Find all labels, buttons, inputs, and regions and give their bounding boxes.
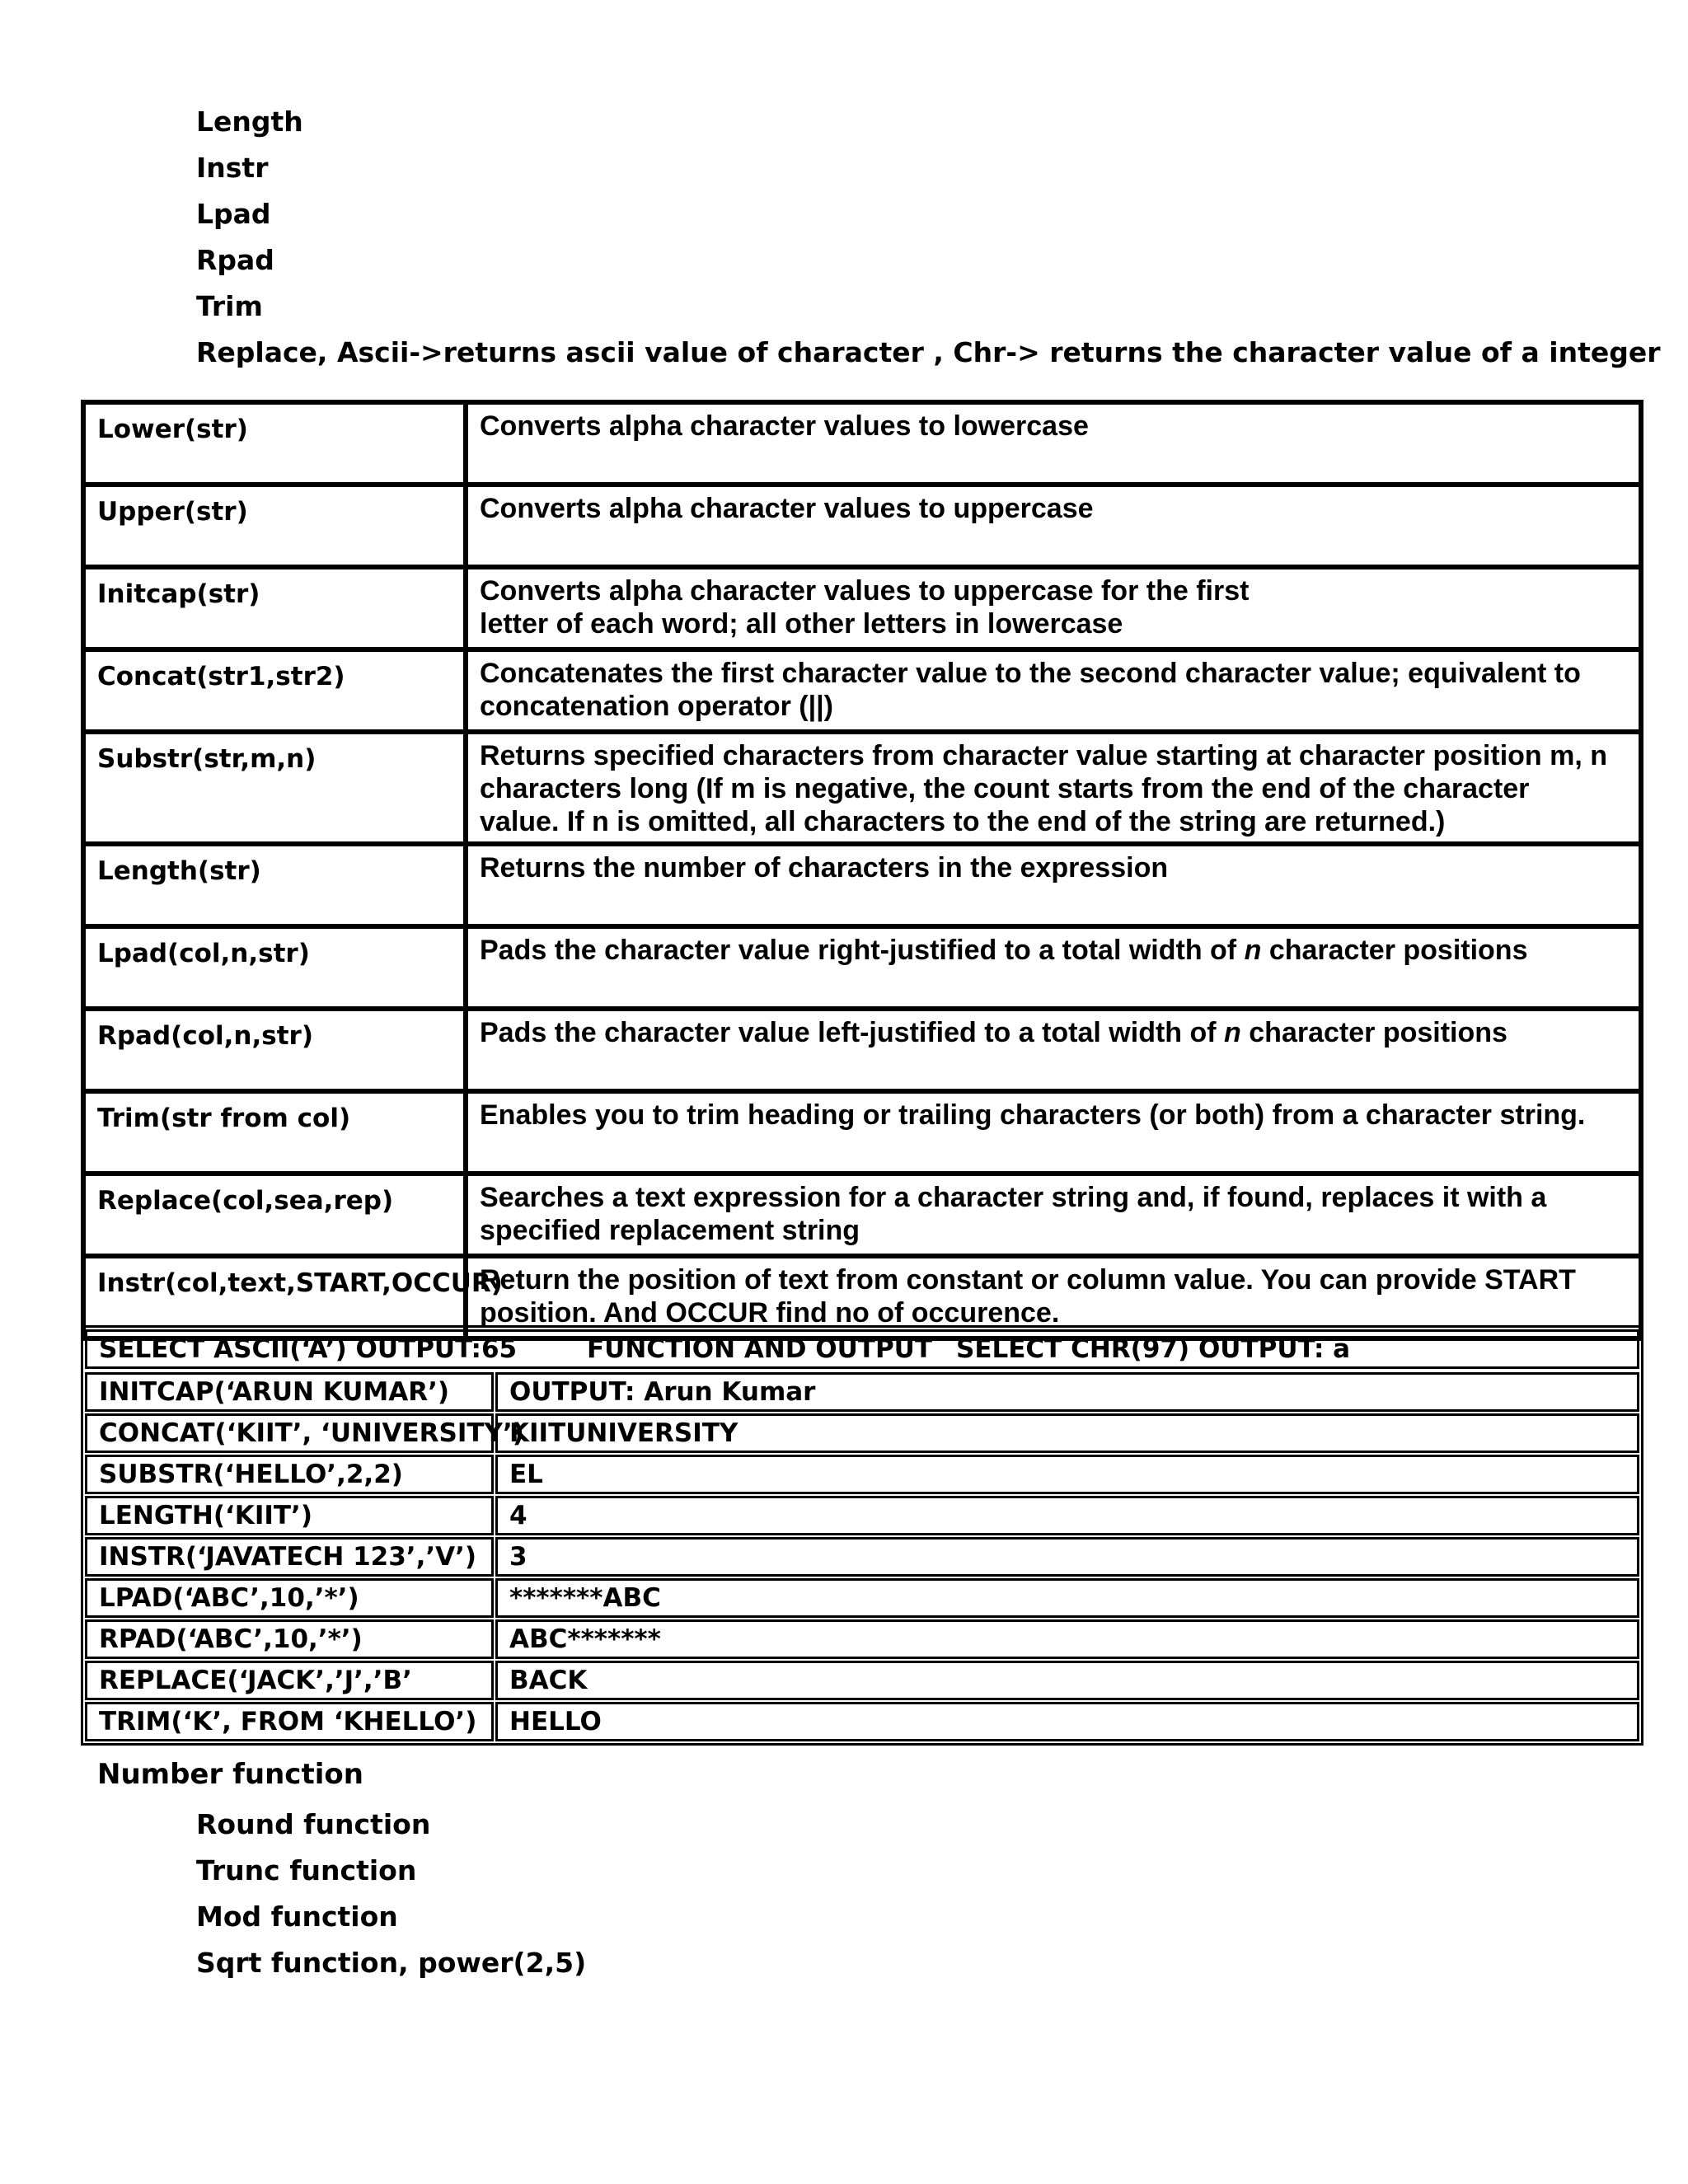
example-output: OUTPUT: Arun Kumar <box>495 1372 1639 1412</box>
example-output: 3 <box>495 1537 1639 1577</box>
description-line: concatenation operator (||) <box>480 691 833 722</box>
function-name: Lpad(col,n,str) <box>83 926 466 1009</box>
table-row <box>83 1009 1641 1091</box>
table-row <box>85 1578 1639 1618</box>
example-function: LENGTH(‘KIIT’) <box>85 1496 494 1535</box>
list-item: Rpad <box>196 244 274 276</box>
function-description <box>466 1174 1641 1256</box>
string-function-list <box>196 99 1661 376</box>
table-row <box>83 926 1641 1009</box>
list-item: Trunc function <box>196 1854 417 1886</box>
function-description <box>466 844 1641 926</box>
list-item: Mod function <box>196 1900 398 1933</box>
function-description <box>466 732 1641 844</box>
description-text: Pads the character value right-justified to a total width of <box>480 935 1245 966</box>
function-name: Concat(str1,str2) <box>83 649 466 732</box>
function-name: Instr(col,text,START,OCCUR) <box>83 1256 466 1338</box>
list-item: Sqrt function, power(2,5) <box>196 1947 587 1979</box>
description-italic: n <box>1224 1017 1241 1048</box>
description-text: Pads the character value left-justified to a total width of <box>480 1017 1225 1048</box>
description-line: value. If n is omitted, all characters to the end of the string are returned.) <box>480 806 1446 837</box>
description-line: Converts alpha character values to uppercase for the first <box>480 575 1250 607</box>
table-row <box>83 649 1641 732</box>
list-item: Replace, Ascii->returns ascii value of character , Chr-> returns the character value of a integer <box>196 336 1661 368</box>
list-item: Lpad <box>196 198 271 230</box>
ascii-example: SELECT ASCII(‘A’) OUTPUT:65 <box>99 1334 518 1364</box>
list-item: Trim <box>196 290 263 322</box>
example-function: REPLACE(‘JACK’,’J’,’B’ <box>85 1661 494 1700</box>
example-output: *******ABC <box>495 1578 1639 1618</box>
function-description <box>466 1009 1641 1091</box>
function-name: Lower(str) <box>83 402 466 485</box>
description-line: Converts alpha character values to lowercase <box>480 410 1089 442</box>
description-text: character positions <box>1240 1017 1507 1048</box>
description-line: Converts alpha character values to uppercase <box>480 493 1094 524</box>
function-description <box>466 567 1641 649</box>
description-line: letter of each word; all other letters in lowercase <box>480 608 1123 640</box>
example-function: CONCAT(‘KIIT’, ‘UNIVERSITY’) <box>85 1413 494 1453</box>
table-row <box>85 1702 1639 1741</box>
chr-example: SELECT CHR(97) OUTPUT: a <box>956 1334 1351 1364</box>
function-description <box>466 402 1641 485</box>
description-line: position. And OCCUR find no of occurence. <box>480 1297 1060 1329</box>
function-name: Replace(col,sea,rep) <box>83 1174 466 1256</box>
example-output: EL <box>495 1455 1639 1494</box>
example-function: INSTR(‘JAVATECH 123’,’V’) <box>85 1537 494 1577</box>
examples-header <box>85 1329 1639 1369</box>
table-row <box>83 1091 1641 1174</box>
function-name: Initcap(str) <box>83 567 466 649</box>
description-line: characters long (If m is negative, the count starts from the end of the character <box>480 773 1530 804</box>
description-text: character positions <box>1261 935 1528 966</box>
example-function: TRIM(‘K’, FROM ‘KHELLO’) <box>85 1702 494 1741</box>
list-item: Length <box>196 105 303 138</box>
description-line: Returns the number of characters in the expression <box>480 852 1169 883</box>
function-description <box>466 649 1641 732</box>
example-function: LPAD(‘ABC’,10,’*’) <box>85 1578 494 1618</box>
function-description <box>466 1091 1641 1174</box>
function-name: Substr(str,m,n) <box>83 732 466 844</box>
description-line: Return the position of text from constant or column value. You can provide START <box>480 1264 1576 1296</box>
list-item: Instr <box>196 152 269 184</box>
table-row <box>85 1619 1639 1659</box>
examples-title: FUNCTION AND OUTPUT <box>587 1334 932 1364</box>
example-output: KIITUNIVERSITY <box>495 1413 1639 1453</box>
function-description <box>466 485 1641 567</box>
number-function-heading: Number function <box>97 1758 363 1791</box>
list-item: Round function <box>196 1808 431 1840</box>
example-output: HELLO <box>495 1702 1639 1741</box>
description-line: Searches a text expression for a character string and, if found, replaces it with a <box>480 1182 1547 1213</box>
table-row <box>85 1661 1639 1700</box>
examples-table <box>83 1371 1641 1743</box>
table-row <box>83 1174 1641 1256</box>
description-line: specified replacement string <box>480 1215 860 1246</box>
function-description <box>466 926 1641 1009</box>
function-name: Rpad(col,n,str) <box>83 1009 466 1091</box>
table-row <box>83 485 1641 567</box>
example-output: ABC******* <box>495 1619 1639 1659</box>
table-row <box>85 1455 1639 1494</box>
function-description-table <box>81 400 1643 1341</box>
function-name: Length(str) <box>83 844 466 926</box>
description-italic: n <box>1244 935 1262 966</box>
table-row <box>85 1413 1639 1453</box>
table-row <box>83 567 1641 649</box>
description-line: Returns specified characters from character value starting at character position m, n <box>480 740 1608 771</box>
table-row <box>83 402 1641 485</box>
example-function: RPAD(‘ABC’,10,’*’) <box>85 1619 494 1659</box>
example-output: BACK <box>495 1661 1639 1700</box>
example-function: INITCAP(‘ARUN KUMAR’) <box>85 1372 494 1412</box>
function-name: Trim(str from col) <box>83 1091 466 1174</box>
table-row <box>85 1372 1639 1412</box>
description-line: Concatenates the first character value to the second character value; equivalent to <box>480 658 1581 689</box>
example-output: 4 <box>495 1496 1639 1535</box>
table-row <box>83 844 1641 926</box>
table-row <box>85 1537 1639 1577</box>
example-function: SUBSTR(‘HELLO’,2,2) <box>85 1455 494 1494</box>
number-function-list <box>196 1802 586 1986</box>
description-line: Enables you to trim heading or trailing characters (or both) from a character string. <box>480 1099 1586 1131</box>
function-output-table <box>81 1325 1643 1746</box>
table-row <box>85 1496 1639 1535</box>
function-name: Upper(str) <box>83 485 466 567</box>
table-row <box>83 732 1641 844</box>
